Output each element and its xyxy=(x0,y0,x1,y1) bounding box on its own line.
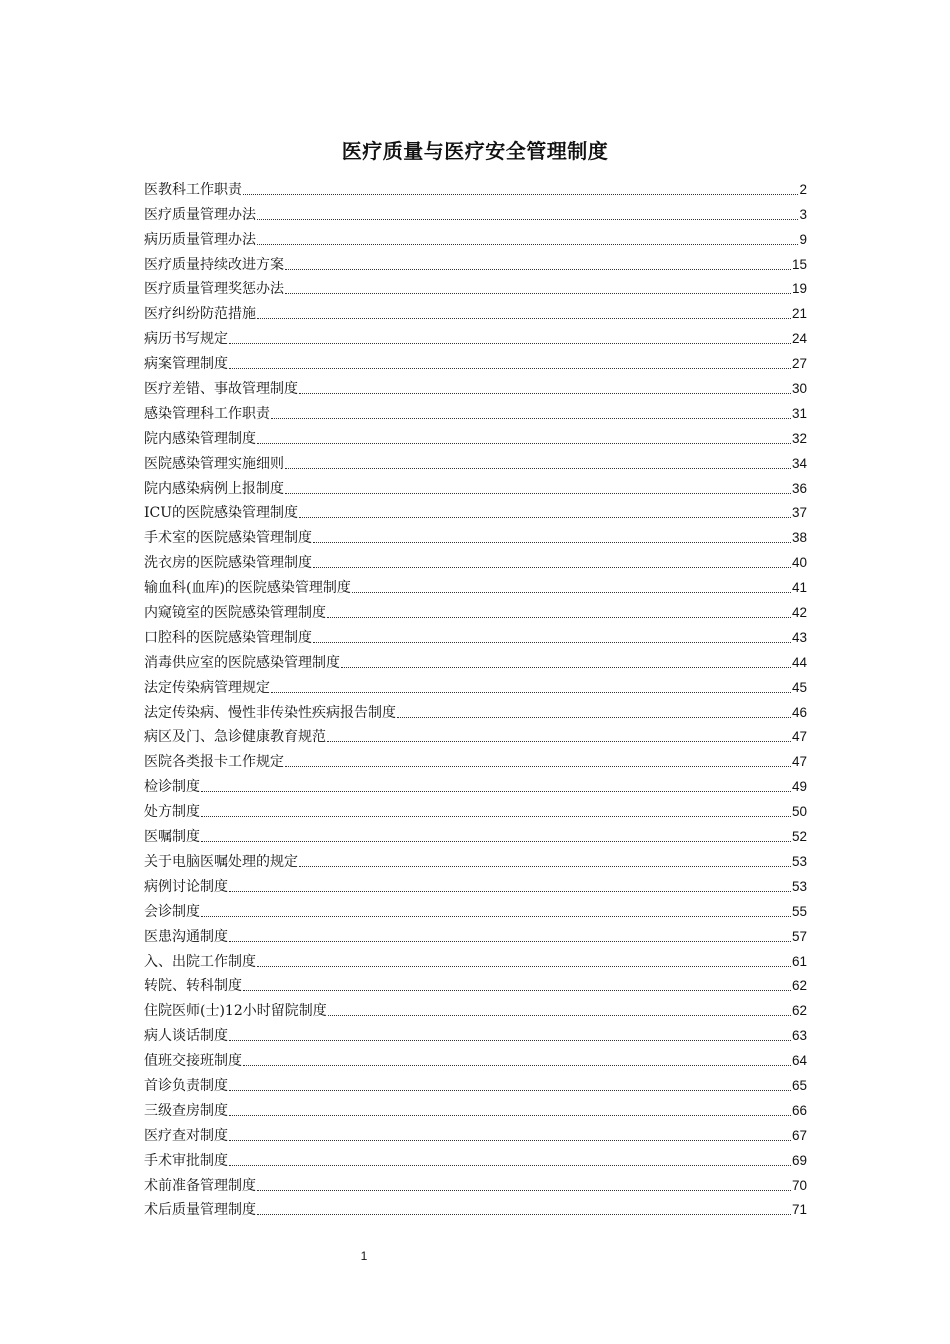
toc-entry-label: 关于电脑医嘱处理的规定 xyxy=(144,853,298,870)
toc-entry-label: 医疗纠纷防范措施 xyxy=(144,306,256,323)
toc-entry-page: 46 xyxy=(791,704,807,720)
toc-entry[interactable] xyxy=(144,348,807,373)
toc-entry-label: 医嘱制度 xyxy=(144,829,200,846)
toc-entry[interactable] xyxy=(144,473,807,498)
toc-entry-label: 医疗质量管理办法 xyxy=(144,206,256,223)
toc-entry-page: 62 xyxy=(791,1003,807,1019)
toc-entry-page: 55 xyxy=(791,903,807,919)
toc-entry-label: 首诊负责制度 xyxy=(144,1077,228,1094)
toc-entry[interactable] xyxy=(144,871,807,896)
toc-dot-leader xyxy=(313,642,791,643)
toc-dot-leader xyxy=(257,443,791,444)
toc-entry-label: 手术审批制度 xyxy=(144,1152,228,1169)
toc-entry-label: 三级查房制度 xyxy=(144,1102,228,1119)
toc-entry-page: 47 xyxy=(791,729,807,745)
page-number: 1 xyxy=(360,1249,368,1263)
toc-entry-label: 入、出院工作制度 xyxy=(144,953,256,970)
toc-entry[interactable] xyxy=(144,722,807,747)
toc-entry-page: 63 xyxy=(791,1028,807,1044)
toc-entry-label: 术后质量管理制度 xyxy=(144,1202,256,1219)
toc-entry-label: 医教科工作职责 xyxy=(144,181,242,198)
toc-entry-page: 32 xyxy=(791,430,807,446)
toc-entry[interactable] xyxy=(144,995,807,1020)
toc-dot-leader xyxy=(229,343,791,344)
toc-entry[interactable] xyxy=(144,971,807,996)
toc-entry[interactable] xyxy=(144,1145,807,1170)
toc-entry-page: 31 xyxy=(791,405,807,421)
toc-entry-page: 62 xyxy=(791,978,807,994)
toc-entry-label: 院内感染管理制度 xyxy=(144,430,256,447)
toc-dot-leader xyxy=(299,866,791,867)
toc-entry-label: 病历书写规定 xyxy=(144,331,228,348)
toc-entry-page: 40 xyxy=(791,555,807,571)
toc-entry-label: 值班交接班制度 xyxy=(144,1053,242,1070)
toc-dot-leader xyxy=(257,219,798,220)
toc-dot-leader xyxy=(327,617,791,618)
toc-entry[interactable] xyxy=(144,174,807,199)
toc-entry-page: 47 xyxy=(791,754,807,770)
toc-dot-leader xyxy=(341,667,791,668)
toc-entry[interactable] xyxy=(144,771,807,796)
toc-entry-label: 院内感染病例上报制度 xyxy=(144,480,284,497)
toc-dot-leader xyxy=(352,592,791,593)
toc-entry-label: 医疗质量管理奖惩办法 xyxy=(144,281,284,298)
toc-entry[interactable] xyxy=(144,298,807,323)
toc-entry-page: 30 xyxy=(791,381,807,397)
toc-dot-leader xyxy=(229,1090,791,1091)
toc-entry-page: 50 xyxy=(791,804,807,820)
toc-dot-leader xyxy=(229,1165,791,1166)
toc-entry[interactable] xyxy=(144,373,807,398)
toc-dot-leader xyxy=(201,791,791,792)
toc-entry-page: 52 xyxy=(791,829,807,845)
toc-entry-label: 病历质量管理办法 xyxy=(144,231,256,248)
toc-dot-leader xyxy=(229,1040,791,1041)
toc-entry-label: 输血科(血库)的医院感染管理制度 xyxy=(144,580,351,597)
toc-entry-page: 19 xyxy=(791,281,807,297)
toc-entry-page: 37 xyxy=(791,505,807,521)
toc-entry[interactable] xyxy=(144,1120,807,1145)
toc-entry-label: 法定传染病管理规定 xyxy=(144,679,270,696)
toc-entry-label: 病例讨论制度 xyxy=(144,878,228,895)
toc-entry-page: 2 xyxy=(799,181,807,197)
toc-entry-page: 66 xyxy=(791,1102,807,1118)
toc-entry-label: 术前准备管理制度 xyxy=(144,1177,256,1194)
toc-entry-page: 44 xyxy=(791,654,807,670)
toc-entry-page: 49 xyxy=(791,779,807,795)
toc-dot-leader xyxy=(257,244,798,245)
toc-dot-leader xyxy=(285,468,791,469)
toc-dot-leader xyxy=(201,916,791,917)
toc-entry-page: 41 xyxy=(791,580,807,596)
toc-entry-page: 27 xyxy=(791,356,807,372)
toc-entry[interactable] xyxy=(144,498,807,523)
toc-entry-label: 检诊制度 xyxy=(144,779,200,796)
toc-dot-leader xyxy=(201,816,791,817)
toc-dot-leader xyxy=(229,941,791,942)
toc-entry[interactable] xyxy=(144,1045,807,1070)
toc-dot-leader xyxy=(243,990,791,991)
toc-entry-label: 消毒供应室的医院感染管理制度 xyxy=(144,654,340,671)
toc-dot-leader xyxy=(285,293,791,294)
toc-entry-label: 医患沟通制度 xyxy=(144,928,228,945)
toc-dot-leader xyxy=(229,1140,791,1141)
toc-entry-page: 42 xyxy=(791,605,807,621)
toc-entry[interactable] xyxy=(144,622,807,647)
toc-entry[interactable] xyxy=(144,323,807,348)
toc-entry-label: 病区及门、急诊健康教育规范 xyxy=(144,729,326,746)
toc-dot-leader xyxy=(257,1190,791,1191)
toc-entry[interactable] xyxy=(144,1020,807,1045)
toc-dot-leader xyxy=(299,393,791,394)
toc-entry[interactable] xyxy=(144,199,807,224)
toc-entry-page: 45 xyxy=(791,679,807,695)
toc-entry[interactable] xyxy=(144,1170,807,1195)
toc-entry-label: 医院感染管理实施细则 xyxy=(144,455,284,472)
toc-entry[interactable] xyxy=(144,697,807,722)
toc-entry-page: 9 xyxy=(799,231,807,247)
toc-dot-leader xyxy=(285,269,791,270)
toc-dot-leader xyxy=(257,966,791,967)
toc-entry-page: 67 xyxy=(791,1127,807,1143)
toc-dot-leader xyxy=(327,741,791,742)
toc-entry[interactable] xyxy=(144,896,807,921)
toc-entry[interactable] xyxy=(144,274,807,299)
toc-entry-page: 69 xyxy=(791,1152,807,1168)
toc-dot-leader xyxy=(229,1115,791,1116)
toc-entry[interactable] xyxy=(144,1195,807,1220)
toc-dot-leader xyxy=(229,891,791,892)
toc-entry-page: 36 xyxy=(791,480,807,496)
toc-entry[interactable] xyxy=(144,946,807,971)
toc-entry-page: 43 xyxy=(791,629,807,645)
toc-dot-leader xyxy=(299,517,791,518)
toc-dot-leader xyxy=(397,717,791,718)
toc-entry-page: 21 xyxy=(791,306,807,322)
toc-entry[interactable] xyxy=(144,572,807,597)
toc-entry[interactable] xyxy=(144,448,807,473)
table-of-contents xyxy=(144,174,807,1219)
toc-entry[interactable] xyxy=(144,647,807,672)
toc-entry[interactable] xyxy=(144,423,807,448)
document-title: 医疗质量与医疗安全管理制度 xyxy=(341,139,609,163)
toc-entry[interactable] xyxy=(144,547,807,572)
toc-entry[interactable] xyxy=(144,224,807,249)
toc-dot-leader xyxy=(271,418,791,419)
toc-entry-label: 洗衣房的医院感染管理制度 xyxy=(144,555,312,572)
toc-dot-leader xyxy=(229,368,791,369)
toc-entry[interactable] xyxy=(144,597,807,622)
toc-entry-label: 手术室的医院感染管理制度 xyxy=(144,530,312,547)
toc-entry-page: 65 xyxy=(791,1077,807,1093)
toc-dot-leader xyxy=(285,766,791,767)
toc-entry[interactable] xyxy=(144,746,807,771)
toc-entry-page: 3 xyxy=(799,206,807,222)
toc-entry[interactable] xyxy=(144,846,807,871)
toc-entry-label: 内窥镜室的医院感染管理制度 xyxy=(144,605,326,622)
toc-entry-label: 会诊制度 xyxy=(144,903,200,920)
toc-entry-page: 61 xyxy=(791,953,807,969)
toc-dot-leader xyxy=(328,1015,791,1016)
toc-dot-leader xyxy=(243,1065,791,1066)
toc-entry-label: ICU的医院感染管理制度 xyxy=(144,505,299,522)
toc-dot-leader xyxy=(271,692,791,693)
toc-dot-leader xyxy=(285,493,791,494)
toc-entry-label: 病人谈话制度 xyxy=(144,1028,228,1045)
toc-dot-leader xyxy=(257,1214,791,1215)
toc-dot-leader xyxy=(201,841,791,842)
toc-entry[interactable] xyxy=(144,1070,807,1095)
toc-entry-label: 口腔科的医院感染管理制度 xyxy=(144,629,312,646)
toc-entry[interactable] xyxy=(144,921,807,946)
toc-entry-page: 38 xyxy=(791,530,807,546)
toc-entry-label: 医院各类报卡工作规定 xyxy=(144,754,284,771)
toc-entry-label: 转院、转科制度 xyxy=(144,978,242,995)
toc-entry-label: 医疗差错、事故管理制度 xyxy=(144,381,298,398)
toc-entry[interactable] xyxy=(144,1095,807,1120)
toc-dot-leader xyxy=(257,318,791,319)
toc-entry-page: 64 xyxy=(791,1053,807,1069)
toc-entry-label: 医疗质量持续改进方案 xyxy=(144,256,284,273)
toc-entry[interactable] xyxy=(144,672,807,697)
toc-entry-label: 住院医师(士)12小时留院制度 xyxy=(144,1003,327,1020)
toc-dot-leader xyxy=(313,542,791,543)
toc-entry[interactable] xyxy=(144,821,807,846)
toc-entry-page: 53 xyxy=(791,853,807,869)
toc-entry-label: 医疗查对制度 xyxy=(144,1127,228,1144)
toc-entry-page: 24 xyxy=(791,331,807,347)
toc-entry[interactable] xyxy=(144,249,807,274)
toc-entry-label: 法定传染病、慢性非传染性疾病报告制度 xyxy=(144,704,396,721)
toc-entry-page: 34 xyxy=(791,455,807,471)
toc-entry[interactable] xyxy=(144,398,807,423)
toc-entry-label: 感染管理科工作职责 xyxy=(144,405,270,422)
toc-entry-page: 53 xyxy=(791,878,807,894)
toc-entry-page: 70 xyxy=(791,1177,807,1193)
toc-entry-page: 71 xyxy=(791,1202,807,1218)
toc-entry-label: 处方制度 xyxy=(144,804,200,821)
toc-entry[interactable] xyxy=(144,522,807,547)
toc-entry-page: 57 xyxy=(791,928,807,944)
toc-entry[interactable] xyxy=(144,796,807,821)
toc-entry-label: 病案管理制度 xyxy=(144,356,228,373)
toc-dot-leader xyxy=(313,567,791,568)
toc-dot-leader xyxy=(243,194,798,195)
toc-entry-page: 15 xyxy=(791,256,807,272)
